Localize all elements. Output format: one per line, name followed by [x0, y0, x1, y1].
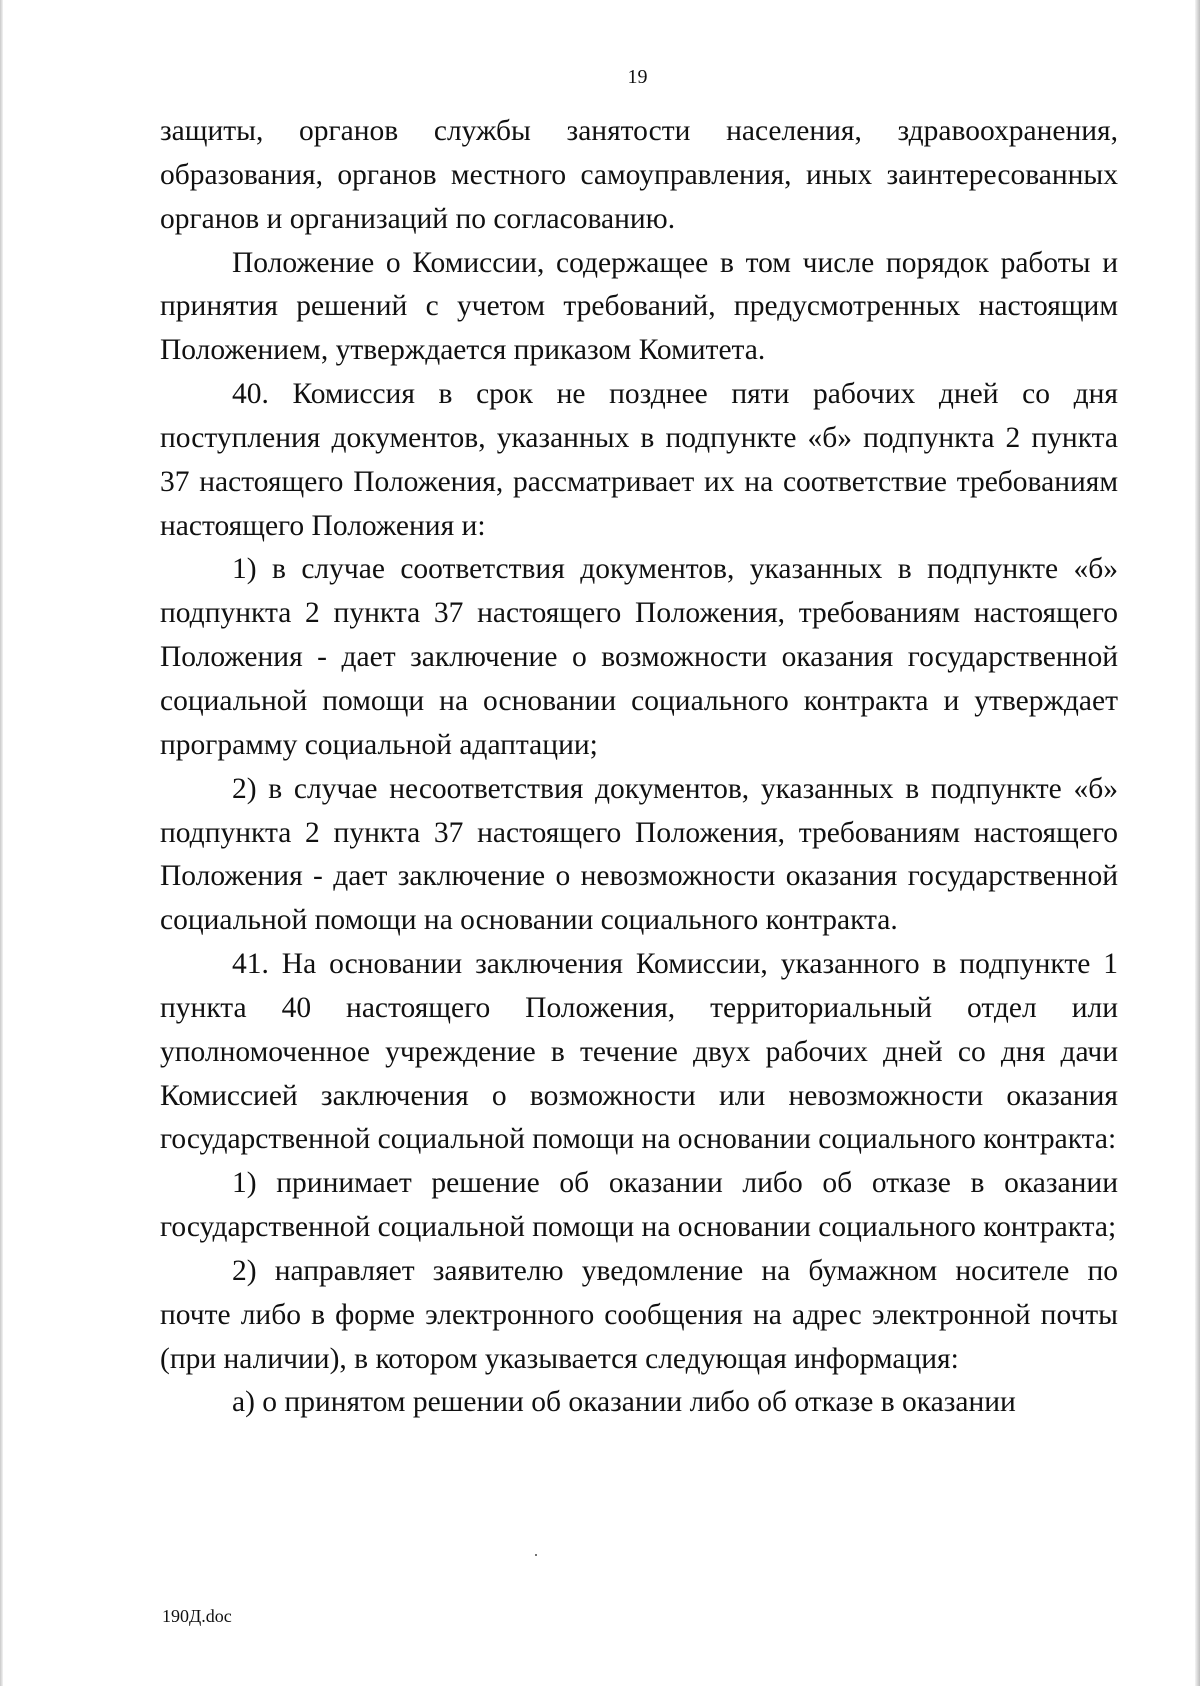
paragraph-item-40-1: 1) в случае соответствия документов, указанных в подпункте «б» подпункта 2 пункта 37 настоящего Положения, требованиям настоящего Положения - дает заключение о возможности оказания государственной социальной помощи на основании социального контракта и утверждает программу социальной адаптации; — [160, 553, 1118, 761]
paragraph-item-41-1: 1) принимает решение об оказании либо об отказе в оказании государственной социальной помощи на основании социального контракта; — [160, 1167, 1118, 1244]
paragraph-commission-regulation: Положение о Комиссии, содержащее в том числе порядок работы и принятия решений с учетом требований, предусмотренных настоящим Положением, утверждается приказом Комитета. — [160, 246, 1118, 367]
paragraph-continuation: защиты, органов службы занятости населения, здравоохранения, образования, органов местного самоуправления, иных заинтересованных органов и организаций по согласованию. — [160, 115, 1118, 235]
document-body — [160, 110, 1118, 1425]
paragraph-item-41-2-a: а) о принятом решении об оказании либо об отказе в оказании — [232, 1386, 1016, 1419]
page-number: 19 — [627, 66, 648, 88]
paragraph-item-40: 40. Комиссия в срок не позднее пяти рабочих дней со дня поступления документов, указанных в подпункте «б» подпункта 2 пункта 37 настоящего Положения, рассматривает их на соответствие требованиям настоящего Положения и: — [160, 378, 1118, 542]
scan-edge-right — [1195, 0, 1200, 1686]
scan-edge-left — [0, 0, 3, 1686]
paragraph-item-41: 41. На основании заключения Комиссии, указанного в подпункте 1 пункта 40 настоящего Положения, территориальный отдел или уполномоченное учреждение в течение двух рабочих дней со дня дачи Комиссией заключения о возможности или невозможности оказания государственной социальной помощи на основании социального контракта: — [160, 948, 1118, 1156]
paragraph-item-41-2: 2) направляет заявителю уведомление на бумажном носителе по почте либо в форме электронного сообщения на адрес электронной почты (при наличии), в котором указывается следующая информация: — [160, 1254, 1118, 1375]
footer-filename: 190Д.doc — [162, 1606, 232, 1626]
paragraph-item-40-2: 2) в случае несоответствия документов, указанных в подпункте «б» подпункта 2 пункта 37 настоящего Положения, требованиям настоящего Положения - дает заключение о невозможности оказания государственной социальной помощи на основании социального контракта. — [160, 772, 1118, 937]
scan-speck — [535, 1554, 537, 1556]
